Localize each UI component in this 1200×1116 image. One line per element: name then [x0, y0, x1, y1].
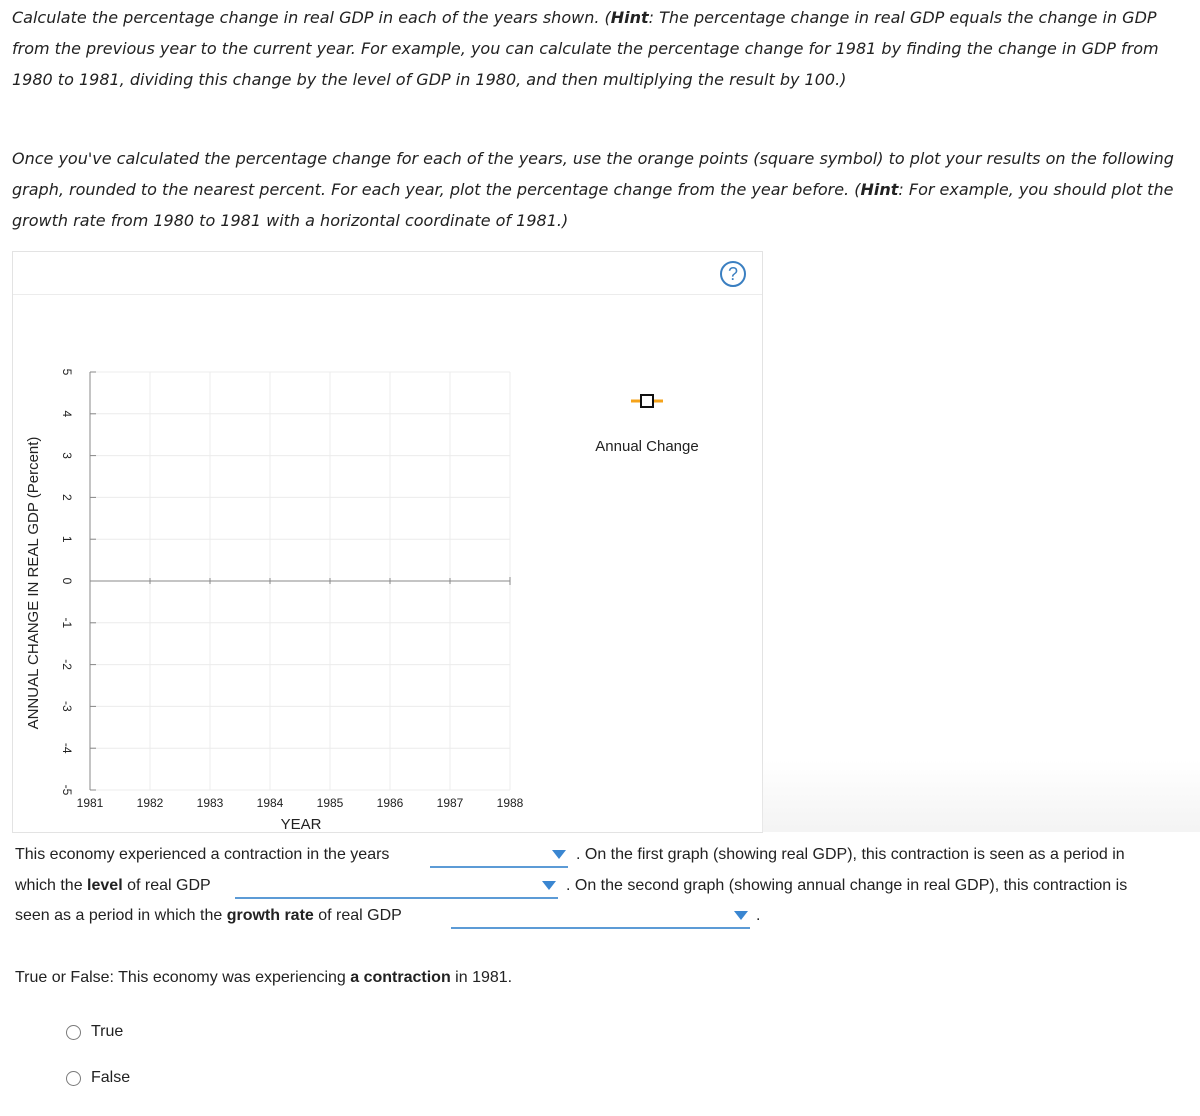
level-behavior-dropdown[interactable]	[235, 873, 558, 899]
y-tick-label: 4	[59, 410, 74, 418]
chart-tick-labels	[60, 369, 524, 810]
chart-axes	[90, 372, 510, 790]
legend-label: Annual Change	[595, 438, 699, 455]
instruction-paragraph-2: Once you've calculated the percentage change for each of the years, use the orange points (square symbol) to plot your results on the following graph, rounded to the nearest percent. For each year, plot the percentage change from the year before. (Hint: For example, you should plot the growth rate from 1980 to 1981 with a horizontal coordinate of 1981.)	[12, 149, 1174, 230]
x-tick-label: 1987	[436, 796, 464, 810]
x-tick-label: 1984	[256, 796, 284, 810]
x-tick-label: 1985	[316, 796, 344, 810]
y-tick-label: -1	[59, 617, 74, 629]
y-tick-label: -4	[59, 742, 74, 754]
radio-label-false: False	[91, 1069, 131, 1086]
contraction-years-dropdown[interactable]	[430, 842, 568, 868]
y-tick-label: -2	[59, 659, 74, 670]
y-tick-label: -5	[59, 784, 74, 796]
x-tick-label: 1988	[496, 796, 524, 810]
radio-circle-icon[interactable]	[66, 1025, 81, 1040]
y-tick-label: 1	[59, 535, 74, 543]
x-axis-label: YEAR	[280, 816, 322, 833]
help-button[interactable]: ?	[720, 261, 746, 287]
y-tick-label: 0	[59, 577, 74, 585]
radio-option-false[interactable]	[66, 1069, 130, 1087]
square-marker-icon[interactable]	[641, 395, 653, 407]
contraction-question-line-1: This economy experienced a contraction in the years	[15, 846, 390, 863]
y-tick-label: 3	[59, 452, 74, 459]
dropdown-arrow-icon	[734, 911, 748, 920]
dropdown-arrow-icon	[542, 881, 556, 890]
x-tick-label: 1986	[376, 796, 404, 810]
y-tick-label: 5	[59, 368, 74, 376]
y-tick-label: 2	[59, 494, 74, 501]
x-tick-label: 1981	[76, 796, 104, 810]
radio-option-true[interactable]	[66, 1023, 123, 1041]
contraction-question-line-2b: . On the second graph (showing annual change in real GDP), this contraction is	[566, 877, 1128, 894]
x-tick-label: 1983	[196, 796, 224, 810]
radio-label-true: True	[91, 1023, 124, 1040]
x-tick-label: 1982	[136, 796, 164, 810]
legend-annual-change[interactable]	[595, 395, 698, 455]
y-tick-label: -3	[59, 701, 74, 712]
true-false-prompt: True or False: This economy was experiencing a contraction in 1981.	[15, 969, 513, 986]
radio-circle-icon[interactable]	[66, 1071, 81, 1086]
growth-rate-behavior-dropdown[interactable]	[451, 903, 750, 929]
contraction-question-line-1b: . On the first graph (showing real GDP), this contraction is seen as a period in	[576, 846, 1125, 863]
contraction-question-line-3: seen as a period in which the growth rate of real GDP	[15, 907, 402, 924]
dropdown-arrow-icon	[552, 850, 566, 859]
instruction-paragraph-1: Calculate the percentage change in real GDP in each of the years shown. (Hint: The percentage change in real GDP equals the change in GDP from the previous year to the current year. For example, you can calculate the percentage change for 1981 by finding the change in GDP from 1980 to 1981, dividing this change by the level of GDP in 1980, and then multiplying the result by 100.)	[12, 8, 1159, 89]
y-axis-label: ANNUAL CHANGE IN REAL GDP (Percent)	[25, 436, 42, 730]
contraction-question-line-2: which the level of real GDP	[15, 877, 211, 894]
contraction-question-line-3b: .	[756, 907, 761, 924]
